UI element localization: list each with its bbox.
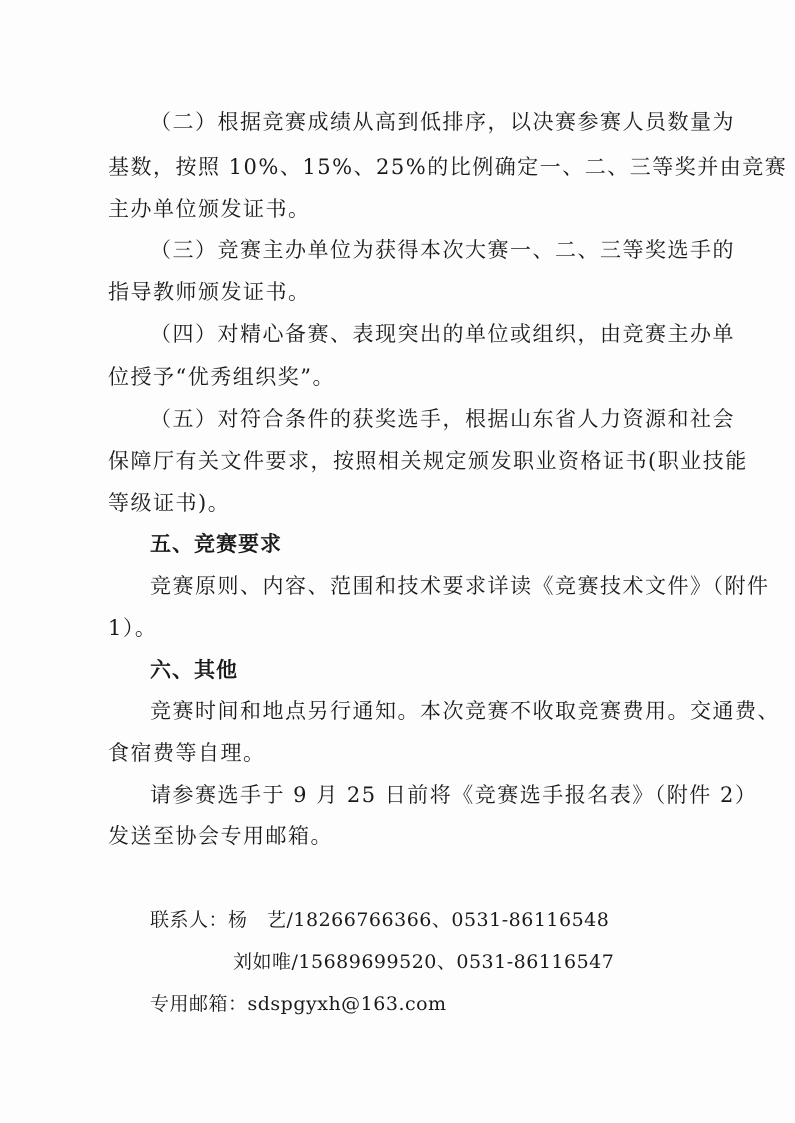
paragraph-4-line-1: （四）对精心备赛、表现突出的单位或组织，由竞赛主办单: [150, 322, 735, 346]
section-6-line-1: 竞赛时间和地点另行通知。本次竞赛不收取竞赛费用。交通费、: [150, 699, 780, 723]
paragraph-4-line-2: 位授予“优秀组织奖”。: [108, 365, 335, 389]
paragraph-5-line-3: 等级证书)。: [108, 491, 231, 515]
section-6-heading: 六、其他: [150, 658, 238, 682]
contact-person-line-2: 刘如唯/15689699520、0531-86116547: [233, 951, 615, 973]
section-5-line-1: 竞赛原则、内容、范围和技术要求详读《竞赛技术文件》（附件: [150, 574, 770, 598]
contact-email: 专用邮箱：sdspgyxh@163.com: [150, 993, 447, 1015]
paragraph-5-line-1: （五）对符合条件的获奖选手，根据山东省人力资源和社会: [150, 407, 735, 431]
section-5-line-2: 1）。: [108, 616, 158, 640]
paragraph-2-line-1: （二）根据竞赛成绩从高到低排序，以决赛参赛人员数量为: [150, 110, 735, 134]
contact-person-line-1: 联系人：杨 艺/18266766366、0531-86116548: [150, 909, 610, 931]
paragraph-2-line-3: 主办单位颁发证书。: [108, 197, 311, 221]
paragraph-2-line-2: 基数，按照 10%、15%、25%的比例确定一、二、三等奖并由竞赛: [108, 155, 788, 179]
section-6-line-3: 请参赛选手于 9 月 25 日前将《竞赛选手报名表》（附件 2）: [150, 783, 758, 807]
section-5-heading: 五、竞赛要求: [150, 532, 282, 556]
paragraph-5-line-2: 保障厅有关文件要求，按照相关规定颁发职业资格证书(职业技能: [108, 449, 748, 473]
paragraph-3-line-2: 指导教师颁发证书。: [108, 280, 311, 304]
section-6-line-4: 发送至协会专用邮箱。: [108, 824, 333, 848]
section-6-line-2: 食宿费等自理。: [108, 741, 266, 765]
paragraph-3-line-1: （三）竞赛主办单位为获得本次大赛一、二、三等奖选手的: [150, 238, 735, 262]
